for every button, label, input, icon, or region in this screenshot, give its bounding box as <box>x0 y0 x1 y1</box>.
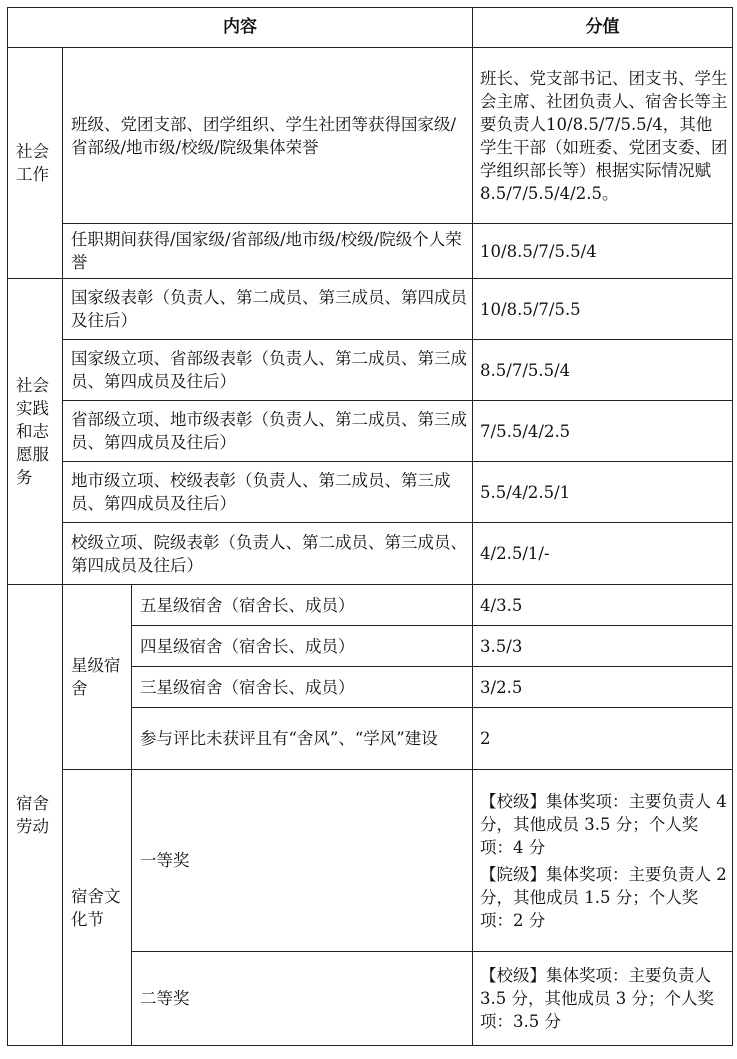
header-row <box>8 8 733 48</box>
row-content: 一等奖 <box>132 770 473 952</box>
row-content: 国家级表彰（负责人、第二成员、第三成员、第四成员及往后） <box>63 279 473 340</box>
table-row <box>8 279 733 340</box>
row-content: 二等奖 <box>132 952 473 1046</box>
row-score: 3/2.5 <box>473 667 733 708</box>
row-score: 10/8.5/7/5.5 <box>473 279 733 340</box>
table-row <box>8 462 733 523</box>
row-content: 四星级宿舍（宿舍长、成员） <box>132 626 473 667</box>
row-content: 任职期间获得/国家级/省部级/地市级/校级/院级个人荣誉 <box>63 224 473 279</box>
row-content: 省部级立项、地市级表彰（负责人、第二成员、第三成员、第四成员及往后） <box>63 401 473 462</box>
row-content: 国家级立项、省部级表彰（负责人、第二成员、第三成员、第四成员及往后） <box>63 340 473 401</box>
row-score: 3.5/3 <box>473 626 733 667</box>
table-row <box>8 340 733 401</box>
table-row <box>8 48 733 224</box>
school-level-score: 【校级】集体奖项：主要负责人 4 分，其他成员 3.5 分；个人奖项：4 分 <box>480 791 727 857</box>
row-score: 2 <box>473 708 733 770</box>
row-score: 班长、党支部书记、团支书、学生会主席、社团负责人、宿舍长等主要负责人10/8.5/7/5.5/4，其他学生干部（如班委、党团支委、团学组织部长等）根据实际情况赋 8.5/7/5.5/4/2.5。 <box>473 48 733 224</box>
table-row <box>8 770 733 952</box>
row-score <box>473 770 733 952</box>
table-row <box>8 585 733 626</box>
college-level-score: 【院级】集体奖项：主要负责人 2 分，其他成员 1.5 分；个人奖项：2 分 <box>480 864 727 930</box>
row-score: 4/3.5 <box>473 585 733 626</box>
row-score <box>473 952 733 1046</box>
row-score: 4/2.5/1/- <box>473 523 733 585</box>
school-level-score: 【校级】集体奖项：主要负责人 3.5 分，其他成员 3 分；个人奖项：3.5 分 <box>480 966 715 1031</box>
table-row <box>8 224 733 279</box>
row-content: 地市级立项、校级表彰（负责人、第二成员、第三成员、第四成员及往后） <box>63 462 473 523</box>
row-content: 三星级宿舍（宿舍长、成员） <box>132 667 473 708</box>
category-social-work: 社会工作 <box>8 48 63 279</box>
score-table <box>7 7 733 1046</box>
table-row <box>8 401 733 462</box>
row-score: 7/5.5/4/2.5 <box>473 401 733 462</box>
row-score: 10/8.5/7/5.5/4 <box>473 224 733 279</box>
row-content: 五星级宿舍（宿舍长、成员） <box>132 585 473 626</box>
category-dorm-labor: 宿舍劳动 <box>8 585 63 1046</box>
header-content: 内容 <box>8 8 473 48</box>
row-score: 8.5/7/5.5/4 <box>473 340 733 401</box>
row-content: 参与评比未获评且有“舍风”、“学风”建设 <box>132 708 473 770</box>
category-social-practice: 社会实践和志愿服务 <box>8 279 63 585</box>
subcategory-star-dorm: 星级宿舍 <box>63 585 132 770</box>
row-content: 班级、党团支部、团学组织、学生社团等获得国家级/省部级/地市级/校级/院级集体荣誉 <box>63 48 473 224</box>
row-content: 校级立项、院级表彰（负责人、第二成员、第三成员、第四成员及往后） <box>63 523 473 585</box>
header-score: 分值 <box>473 8 733 48</box>
row-score: 5.5/4/2.5/1 <box>473 462 733 523</box>
subcategory-culture-festival: 宿舍文化节 <box>63 770 132 1046</box>
table-row <box>8 523 733 585</box>
